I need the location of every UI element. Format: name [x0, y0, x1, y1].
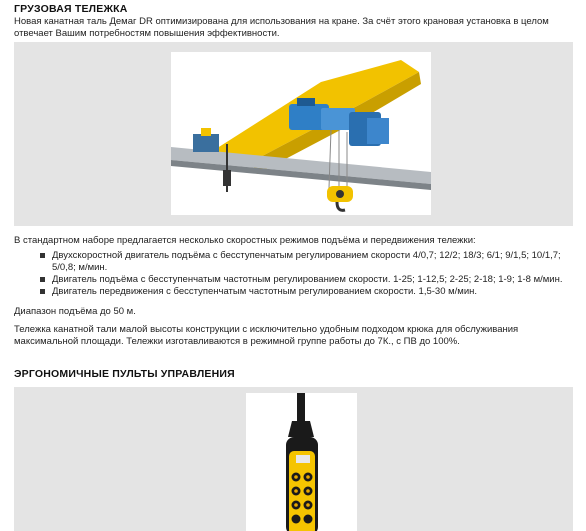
intro-paragraph: Новая канатная таль Демаг DR оптимизирована для использования на кране. За счёт этого крановая установка в целом отвечает Вашим потребностям повышения эффективности. [14, 16, 549, 39]
pendant-control-photo [246, 393, 357, 531]
section-title-trolley: ГРУЗОВАЯ ТЕЛЕЖКА [14, 3, 128, 15]
list-item: Двигатель подъёма с бесступенчатым частотным регулированием скорости. 1-25; 1-12,5; 2-25; 2-18; 1-9; 1-8 м/мин. [40, 274, 570, 286]
pendant-image-band [14, 387, 573, 531]
list-item: Двухскоростной двигатель подъёма с бесступенчатым регулированием скорости 4/0,7; 12/2; 18/3; 6/1; 9/1,5; 10/1,7; 5/0,8; м/мин. [40, 250, 570, 274]
bullet-icon [40, 277, 45, 282]
crane-trolley-photo [171, 52, 431, 215]
range-paragraph: Диапазон подъёма до 50 м. [14, 306, 136, 317]
bullet-icon [40, 253, 45, 258]
feature-list [40, 250, 570, 298]
bullet-icon [40, 289, 45, 294]
crane-trolley-illustration [171, 52, 431, 215]
crane-image-band [14, 42, 573, 226]
trolley-paragraph: Тележка канатной тали малой высоты конструкции с исключительно удобным подходом крюка для обслуживания максимальной площади. Тележки изготавливаются в режимной группе работы до 7К., с ПВ до 100%. [14, 324, 519, 347]
pendant-illustration [246, 393, 357, 531]
standard-paragraph: В стандартном наборе предлагается несколько скоростных режимов подъёма и передвижения тележки: [14, 235, 476, 246]
section-title-pendant: ЭРГОНОМИЧНЫЕ ПУЛЬТЫ УПРАВЛЕНИЯ [14, 368, 235, 380]
list-item: Двигатель передвижения с бесступенчатым частотным регулированием скорости. 1,5-30 м/мин. [40, 286, 570, 298]
